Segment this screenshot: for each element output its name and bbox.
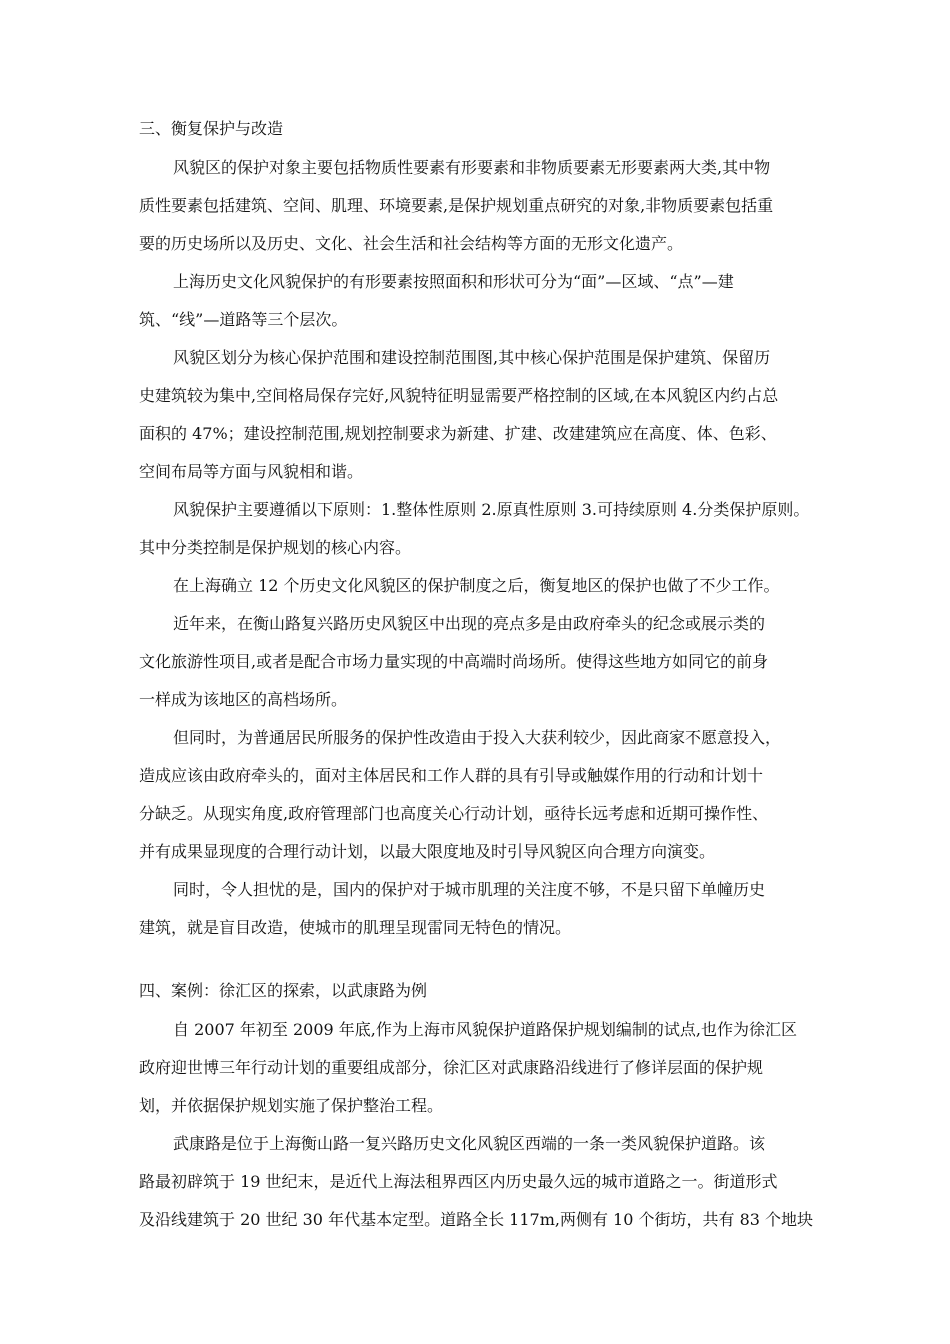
paragraph-line: 风貌区的保护对象主要包括物质性要素有形要素和非物质要素无形要素两大类,其中物 <box>173 158 771 177</box>
paragraph-line: 质性要素包括建筑、空间、肌理、环境要素,是保护规划重点研究的对象,非物质要素包括重 <box>139 196 774 215</box>
paragraph-line: 文化旅游性项目,或者是配合市场力量实现的中高端时尚场所。使得这些地方如同它的前身 <box>139 652 769 671</box>
paragraph-line: 空间布局等方面与风貌相和谐。 <box>139 462 364 481</box>
paragraph-line: 划，并依据保护规划实施了保护整治工程。 <box>139 1096 444 1115</box>
paragraph-line: 但同时，为普通居民所服务的保护性改造由于投入大获利较少，因此商家不愿意投入， <box>173 728 782 747</box>
paragraph-line: 一样成为该地区的高档场所。 <box>139 690 348 709</box>
paragraph-line: 筑、“线”—道路等三个层次。 <box>139 310 348 329</box>
paragraph-line: 要的历史场所以及历史、文化、社会生活和社会结构等方面的无形文化遗产。 <box>139 234 684 253</box>
section-heading: 四、案例：徐汇区的探索，以武康路为例 <box>139 981 428 1000</box>
paragraph-line: 建筑，就是盲目改造，使城市的肌理呈现雷同无特色的情况。 <box>139 918 572 937</box>
paragraph-line: 其中分类控制是保护规划的核心内容。 <box>139 538 412 557</box>
paragraph-line: 造成应该由政府牵头的，面对主体居民和工作人群的具有引导或触媒作用的行动和计划十 <box>139 766 764 785</box>
paragraph-line: 武康路是位于上海衡山路一复兴路历史文化风貌区西端的一条一类风貌保护道路。该 <box>173 1134 766 1153</box>
paragraph-line: 自 2007 年初至 2009 年底,作为上海市风貌保护道路保护规划编制的试点,也作为徐汇区 <box>173 1020 797 1039</box>
paragraph-line: 同时，令人担忧的是，国内的保护对于城市肌理的关注度不够，不是只留下单幢历史 <box>173 880 766 899</box>
section-heading: 三、衡复保护与改造 <box>139 119 284 138</box>
paragraph-line: 风貌区划分为核心保护范围和建设控制范围图,其中核心保护范围是保护建筑、保留历 <box>173 348 771 367</box>
paragraph-line: 近年来，在衡山路复兴路历史风貌区中出现的亮点多是由政府牵头的纪念或展示类的 <box>173 614 766 633</box>
paragraph-line: 史建筑较为集中,空间格局保存完好,风貌特征明显需要严格控制的区域,在本风貌区内约占总 <box>139 386 779 405</box>
paragraph-line: 在上海确立 12 个历史文化风貌区的保护制度之后，衡复地区的保护也做了不少工作。 <box>173 576 780 595</box>
paragraph-line: 路最初辟筑于 19 世纪末，是近代上海法租界西区内历史最久远的城市道路之一。街道形式 <box>139 1172 778 1191</box>
paragraph-line: 及沿线建筑于 20 世纪 30 年代基本定型。道路全长 117m,两侧有 10 个街坊，共有 83 个地块 <box>139 1210 814 1229</box>
paragraph-line: 风貌保护主要遵循以下原则：1.整体性原则 2.原真性原则 3.可持续原则 4.分类保护原则。 <box>173 500 810 519</box>
paragraph-line: 面积的 47%；建设控制范围,规划控制要求为新建、扩建、改建建筑应在高度、体、色彩、 <box>139 424 777 443</box>
paragraph-line: 上海历史文化风貌保护的有形要素按照面积和形状可分为“面”—区域、“点”—建 <box>173 272 734 291</box>
paragraph-line: 并有成果显现度的合理行动计划，以最大限度地及时引导风貌区向合理方向演变。 <box>139 842 716 861</box>
paragraph-line: 分缺乏。从现实角度,政府管理部门也高度关心行动计划，亟待长远考虑和近期可操作性、 <box>139 804 769 823</box>
paragraph-line: 政府迎世博三年行动计划的重要组成部分，徐汇区对武康路沿线进行了修详层面的保护规 <box>139 1058 764 1077</box>
